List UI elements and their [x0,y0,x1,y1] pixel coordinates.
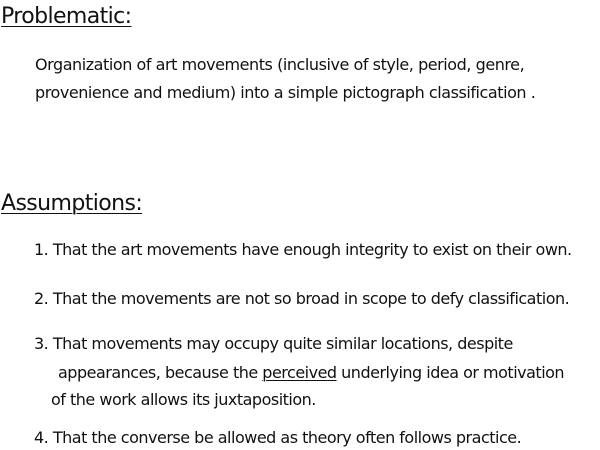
assumption-item-4: 4. That the converse be allowed as theory often follows practice. [34,428,522,447]
problematic-text-line-1: Organization of art movements (inclusive of style, period, genre, [35,55,525,74]
problematic-text-line-2: provenience and medium) into a simple pictograph classification . [35,83,536,102]
perceived-underlined-word: perceived [262,363,337,382]
assumption-item-1: 1. That the art movements have enough integrity to exist on their own. [34,240,572,259]
assumption-item-3-text-before: appearances, because the [58,363,263,382]
assumption-item-3-line-1: 3. That movements may occupy quite similar locations, despite [34,334,513,353]
assumption-item-3-text-after: underlying idea or motivation [336,363,565,382]
assumption-item-3-line-2 [58,362,564,384]
problematic-heading: Problematic: [1,4,132,29]
assumption-item-3-line-3: of the work allows its juxtaposition. [51,390,316,409]
assumptions-heading: Assumptions: [1,191,143,216]
assumption-item-2: 2. That the movements are not so broad in scope to defy classification. [34,289,570,308]
